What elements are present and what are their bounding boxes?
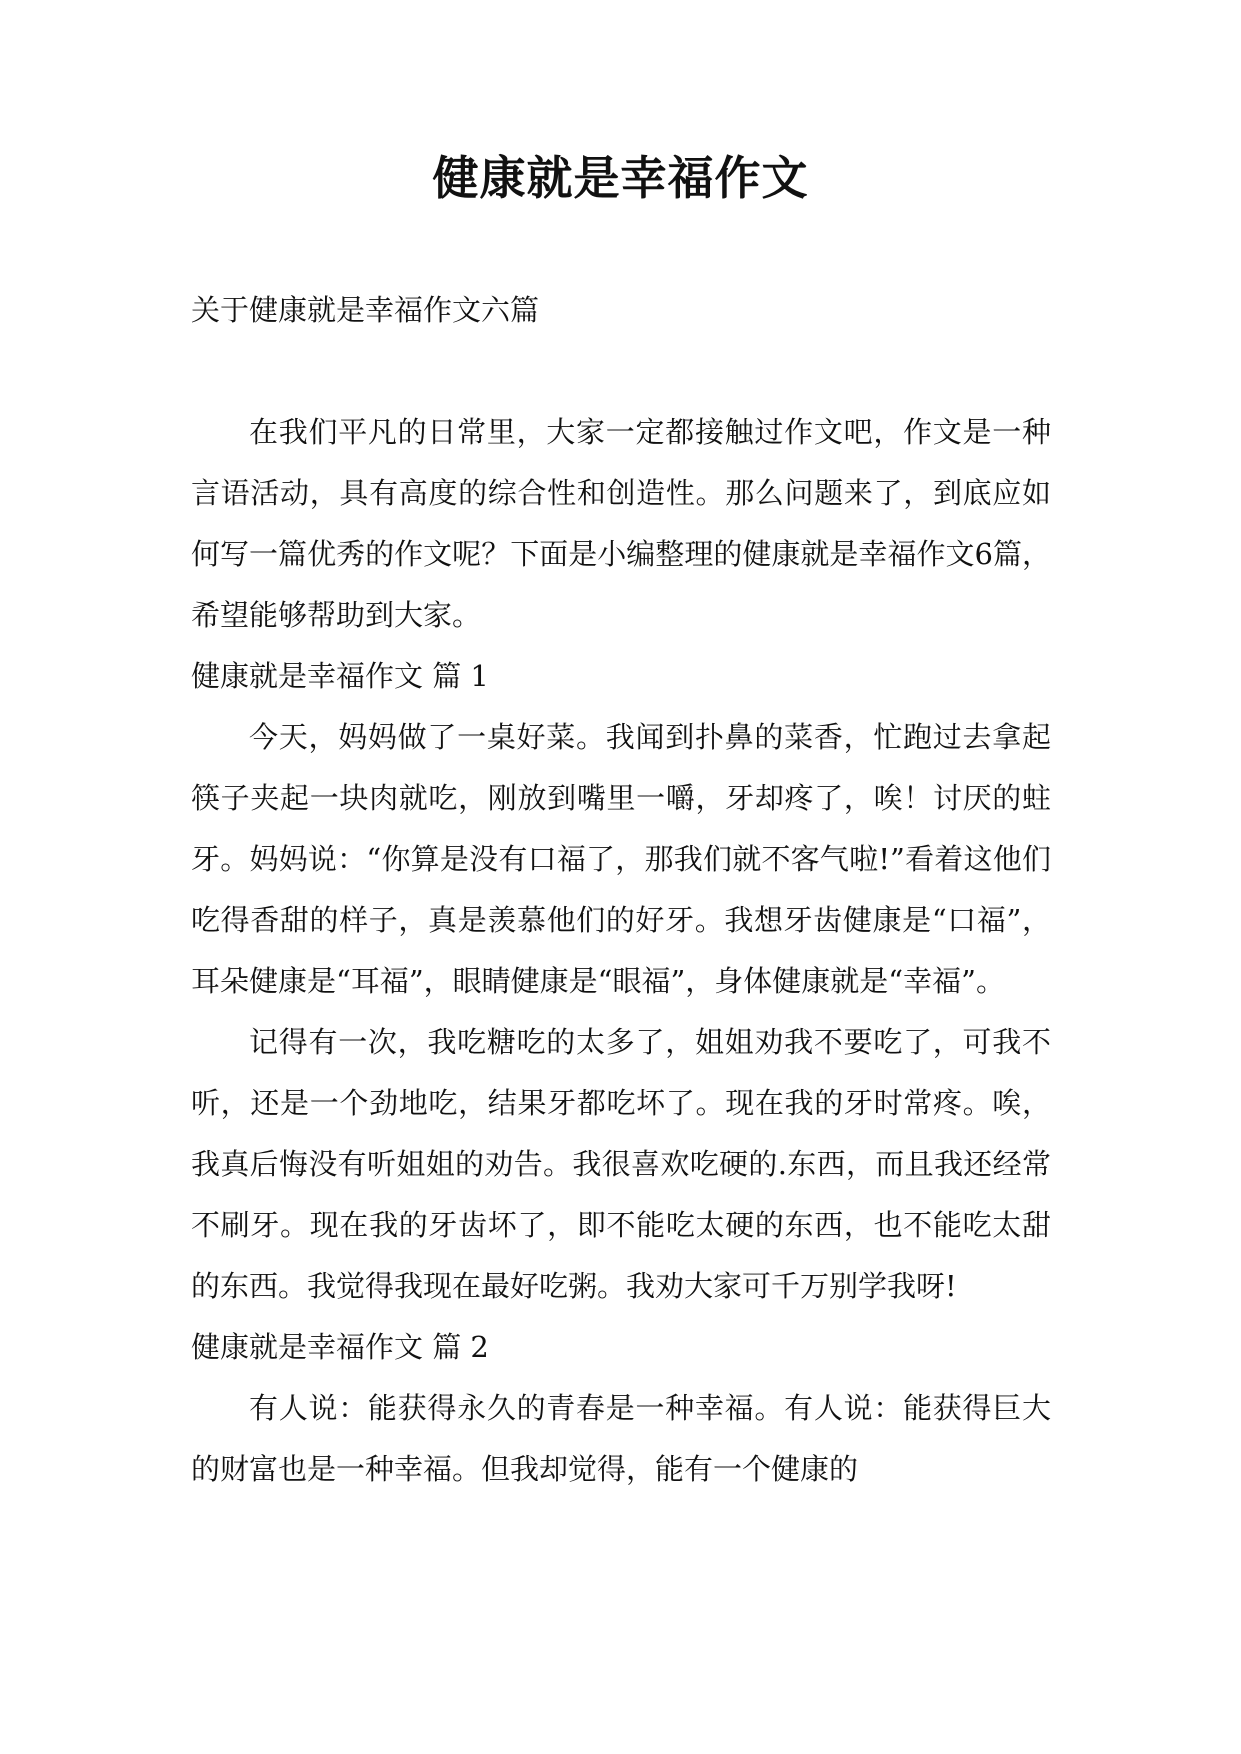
document-title: 健康就是幸福作文 — [432, 151, 809, 205]
document-body — [191, 402, 1051, 1500]
section-1-paragraph-1: 今天，妈妈做了一桌好菜。我闻到扑鼻的菜香，忙跑过去拿起筷子夹起一块肉就吃，刚放到嘴里一嚼，牙却疼了，唉！讨厌的蛀牙。妈妈说：“你算是没有口福了，那我们就不客气啦!”看着这他们吃得香甜的样子，真是羡慕他们的好牙。我想牙齿健康是“口福”，耳朵健康是“耳福”，眼睛健康是“眼福”，身体健康就是“幸福”。 — [191, 720, 1051, 998]
section-heading-2: 健康就是幸福作文 篇 2 — [191, 1330, 489, 1364]
section-1-paragraph-2: 记得有一次，我吃糖吃的太多了，姐姐劝我不要吃了，可我不听，还是一个劲地吃，结果牙都吃坏了。现在我的牙时常疼。唉，我真后悔没有听姐姐的劝告。我很喜欢吃硬的.东西，而且我还经常不刷牙。现在我的牙齿坏了，即不能吃太硬的东西，也不能吃太甜的东西。我觉得我现在最好吃粥。我劝大家可千万别学我呀! — [191, 1025, 1051, 1303]
section-2-paragraph-1: 有人说：能获得永久的青春是一种幸福。有人说：能获得巨大的财富也是一种幸福。但我却觉得，能有一个健康的 — [191, 1391, 1051, 1486]
document-subtitle: 关于健康就是幸福作文六篇 — [191, 293, 540, 327]
section-heading-1: 健康就是幸福作文 篇 1 — [191, 659, 489, 693]
intro-paragraph: 在我们平凡的日常里，大家一定都接触过作文吧，作文是一种言语活动，具有高度的综合性和创造性。那么问题来了，到底应如何写一篇优秀的作文呢？下面是小编整理的健康就是幸福作文6篇，希望能够帮助到大家。 — [191, 415, 1051, 632]
